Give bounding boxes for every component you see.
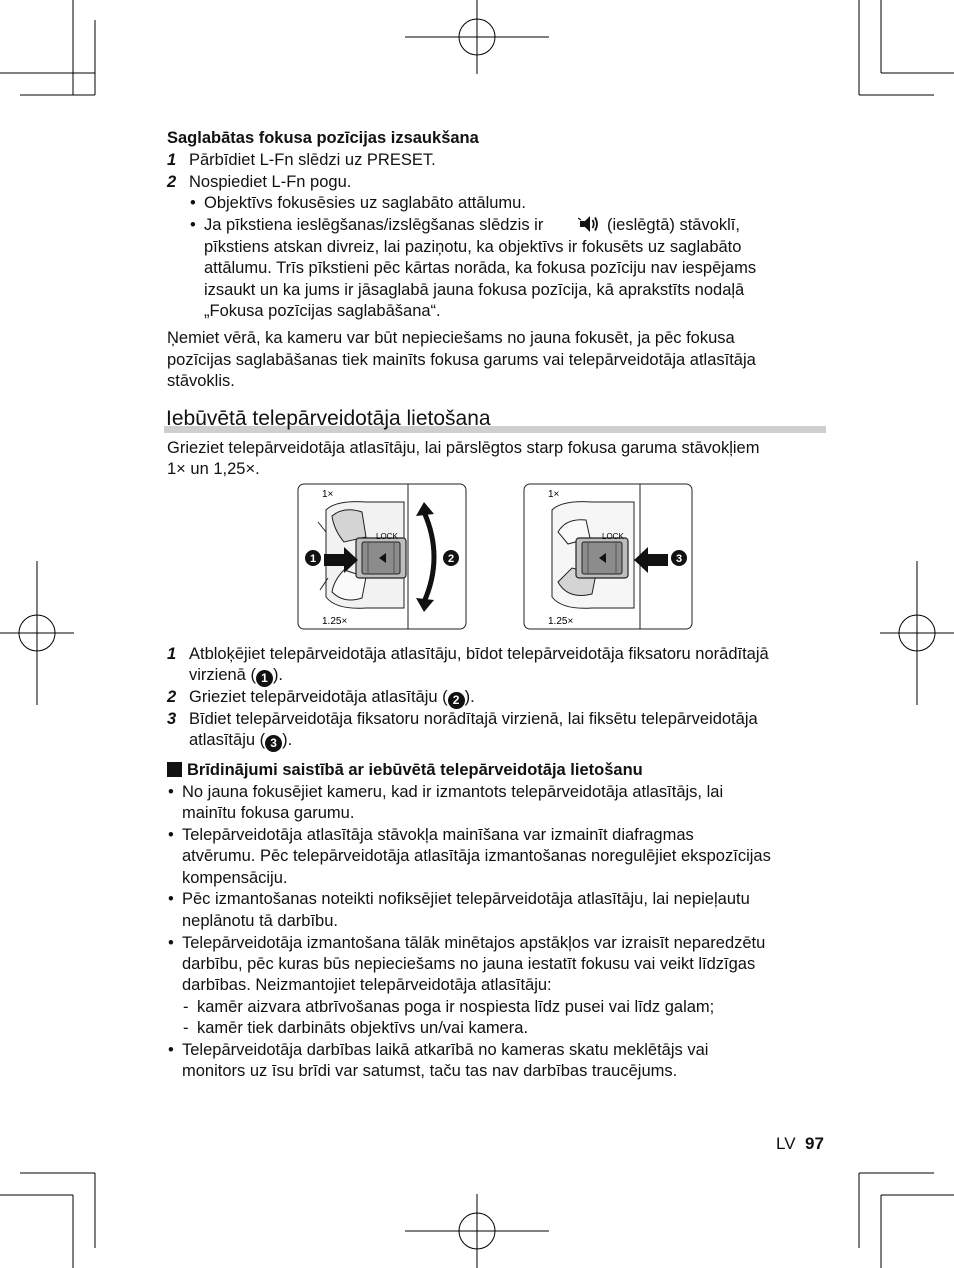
bullet-text: „Fokusa pozīcijas saglabāšana“.: [204, 302, 441, 320]
bullet-text: Ja pīkstiena ieslēgšanas/izslēgšanas slēdzis ir: [204, 216, 544, 234]
dash-text: kamēr aizvara atbrīvošanas poga ir nospiesta līdz pusei vai līdz galam;: [197, 998, 715, 1016]
bullet-text: attālumu. Trīs pīkstieni pēc kārtas norāda, ka fokusa pozīciju nav iespējams: [204, 259, 757, 277]
step-number: 1: [167, 151, 177, 169]
dash: -: [183, 1019, 189, 1037]
caution-text: Pēc izmantošanas noteikti nofiksējiet telepārveidotāja atlasītāju, lai nepieļautu: [182, 890, 750, 908]
figure-panel-right: [524, 484, 692, 629]
sound-on-icon: [578, 212, 602, 236]
registration-target-icon: [405, 1194, 549, 1268]
lock-label: LOCK: [602, 532, 624, 541]
step-text: atlasītāju ( 3 ).: [189, 731, 293, 750]
bullet-text: (ieslēgtā) stāvoklī,: [607, 216, 740, 234]
caution-text: Telepārveidotāja atlasītāja stāvokļa mainīšana var izmainīt diafragmas: [182, 826, 694, 844]
step-number: 2: [167, 688, 177, 706]
caution-text: Telepārveidotāja izmantošana tālāk minētajos apstākļos var izraisīt neparedzētu: [182, 934, 766, 952]
caution-square-icon: [167, 762, 182, 777]
page-number: 97: [805, 1134, 824, 1153]
bullet: •: [168, 783, 174, 801]
note-line: pozīcijas saglabāšanas tiek mainīts fokusa garums vai telepārveidotāja atlasītāja: [167, 351, 756, 369]
section-title: [166, 406, 826, 433]
figure-label-bottom: 1.25×: [548, 616, 574, 627]
registration-target-icon: [0, 561, 74, 705]
bullet: •: [168, 934, 174, 952]
marker-1-icon: 1: [256, 670, 273, 687]
step-number: 3: [167, 710, 177, 728]
figure-label-top: 1×: [322, 489, 334, 500]
marker-3-icon: 3: [265, 735, 282, 752]
bullet-text: izsaukt un ka jums ir jāsaglabā jauna fokusa pozīcija, kā aprakstīts nodaļā: [204, 281, 745, 299]
caution-text: monitors uz īsu brīdi var satumst, taču tas nav darbības traucējums.: [182, 1062, 678, 1080]
step-text: Pārbīdiet L-Fn slēdzi uz PRESET.: [189, 151, 436, 169]
marker-1: 1: [309, 553, 317, 565]
page-footer: [776, 1133, 824, 1155]
dash-text: kamēr tiek darbināts objektīvs un/vai kamera.: [197, 1019, 529, 1037]
teleconverter-illustration: [296, 482, 696, 632]
figure-label-top: 1×: [548, 489, 560, 500]
caution-text: mainītu fokusa garumu.: [182, 804, 355, 822]
bullet: •: [190, 194, 196, 212]
step-text: Atbloķējiet telepārveidotāja atlasītāju, bīdot telepārveidotāja fiksatoru norādītajā: [189, 645, 769, 663]
note-line: stāvoklis.: [167, 372, 235, 390]
caution-heading: Brīdinājumi saistībā ar iebūvētā telepārveidotāja lietošanu: [167, 760, 643, 782]
caution-text: kompensāciju.: [182, 869, 288, 887]
registration-target-icon: [880, 561, 954, 705]
marker-2: 2: [447, 553, 455, 565]
note-line: Ņemiet vērā, ka kameru var būt nepieciešams no jauna fokusēt, ja pēc fokusa: [167, 329, 735, 347]
marker-2-icon: 2: [448, 692, 465, 709]
registration-target-icon: [405, 0, 549, 74]
step-text: virzienā ( 1 ).: [189, 666, 284, 685]
marker-3: 3: [675, 553, 683, 565]
step-number: 2: [167, 173, 177, 191]
bullet: •: [168, 890, 174, 908]
step-text: Nospiediet L-Fn pogu.: [189, 173, 352, 191]
step-text: Bīdiet telepārveidotāja fiksatoru norādītajā virzienā, lai fiksētu telepārveidotāja: [189, 710, 758, 728]
caution-text: darbības. Neizmantojiet telepārveidotāja atlasītāju:: [182, 976, 552, 994]
bullet-text: Objektīvs fokusēsies uz saglabāto attālumu.: [204, 194, 526, 212]
lock-label: LOCK: [376, 532, 398, 541]
step-number: 1: [167, 645, 177, 663]
caution-text: atvērumu. Pēc telepārveidotāja atlasītāja izmantošanas noregulējiet ekspozīcijas: [182, 847, 771, 865]
caution-text: neplānotu tā darbību.: [182, 912, 338, 930]
section-title-text: Iebūvētā telepārveidotāja lietošana: [166, 407, 491, 430]
figure-label-bottom: 1.25×: [322, 616, 348, 627]
step-text: Grieziet telepārveidotāja atlasītāju ( 2 ).: [189, 688, 475, 707]
bullet: •: [168, 1041, 174, 1059]
figure-panel-left: [298, 484, 466, 629]
bullet: •: [190, 216, 196, 234]
intro-line: Grieziet telepārveidotāja atlasītāju, lai pārslēgtos starp fokusa garuma stāvokļiem: [167, 439, 760, 457]
intro-line: 1× un 1,25×.: [167, 460, 260, 478]
bullet: •: [168, 826, 174, 844]
language-code: LV: [776, 1134, 796, 1153]
recall-heading: Saglabātas fokusa pozīcijas izsaukšana: [167, 129, 479, 147]
bullet-text: pīkstiens atskan divreiz, lai paziņotu, ka objektīvs ir fokusēts uz saglabāto: [204, 238, 742, 256]
caution-text: No jauna fokusējiet kameru, kad ir izmantots telepārveidotāja atlasītājs, lai: [182, 783, 724, 801]
caution-text: darbību, pēc kuras būs nepieciešams no jauna iestatīt fokusu vai veikt līdzīgas: [182, 955, 756, 973]
caution-text: Telepārveidotāja darbības laikā atkarībā no kameras skatu meklētājs vai: [182, 1041, 709, 1059]
dash: -: [183, 998, 189, 1016]
